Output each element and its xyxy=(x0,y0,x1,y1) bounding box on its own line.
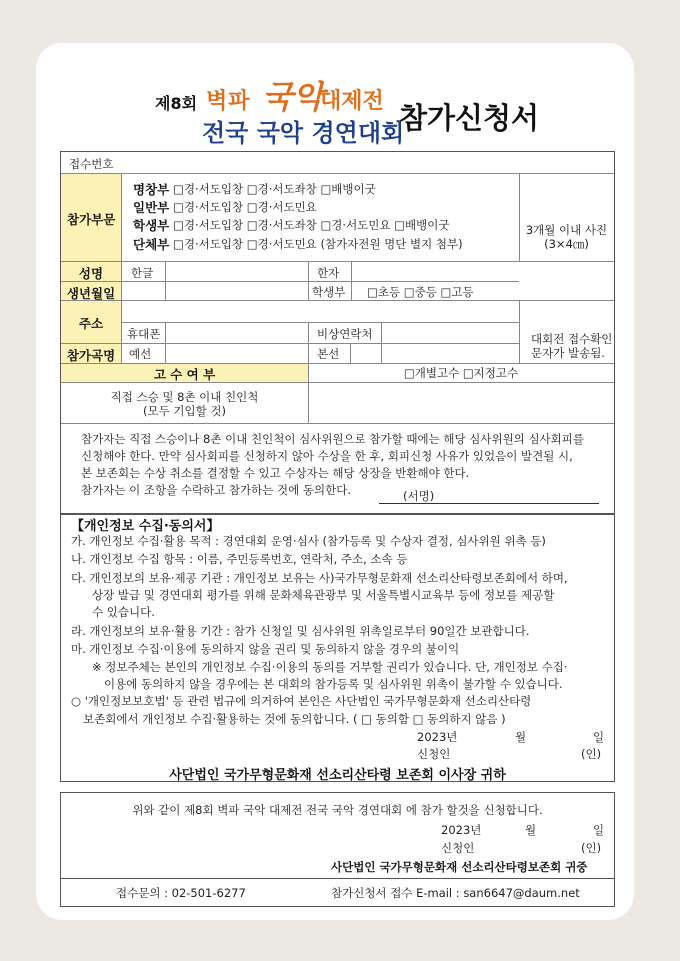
mobile-label: 휴대폰 xyxy=(127,327,161,341)
privacy-line-7: 마. 개인정보 수집·이용에 동의하지 않을 권리 및 동의하지 않을 경우의 불이익 xyxy=(71,642,460,656)
privacy-line-2: 나. 개인정보 수집 항목 : 이름, 주민등록번호, 연락처, 주소, 소속 등 xyxy=(71,552,408,566)
privacy-month: 월 xyxy=(515,730,527,744)
privacy-line-1: 가. 개인정보 수집·활용 목적 : 경연대회 운영·심사 (참가등록 및 수상자 결정, 심사위원 위촉 등) xyxy=(71,534,546,548)
relation-line1: 직접 스승 및 8촌 이내 친인척 xyxy=(110,390,259,404)
privacy-title: 【개인정보 수집·동의서】 xyxy=(71,519,220,534)
hangul-label: 한글 xyxy=(131,266,154,280)
privacy-line-3: 다. 개인정보의 보유·제공 기관 : 개인정보 보유는 사)국가무형문화재 선소리산타령보존회에서 하며, xyxy=(71,571,568,585)
category-general-options[interactable]: □경·서도입창 □경·서도민요 xyxy=(173,200,317,214)
name-label: 성명 xyxy=(78,266,104,281)
privacy-seal: (인) xyxy=(581,747,602,761)
privacy-consent-box xyxy=(60,514,615,782)
prelim-label: 예선 xyxy=(129,347,152,361)
confirmation-statement: 위와 같이 제8회 벽파 국악 대제전 전국 국악 경연대회 에 참가 할것을 신청합니다. xyxy=(132,803,543,817)
song-label: 참가곡명 xyxy=(66,348,116,363)
confirm-month: 월 xyxy=(525,823,537,837)
school-options[interactable]: □초등 □중등 □고등 xyxy=(367,285,474,299)
gugak-logo: 국악 xyxy=(262,78,324,116)
confirm-applicant: 신청인 xyxy=(441,841,475,855)
relation-line2: (모두 기입할 것) xyxy=(143,404,226,418)
pledge-line-2: 신청해야 한다. 만약 심사회피를 신청하지 않아 수상을 한 후, 회피신청 사유가 있었음이 발견될 시, xyxy=(81,449,573,463)
category-master: 명창부 xyxy=(133,182,170,197)
privacy-line-10[interactable]: ○ '개인정보보호법' 등 관련 법규에 의거하여 본인은 사단법인 국가무형문화재 선소리산타령 xyxy=(71,694,532,708)
signature-label: (서명) xyxy=(403,489,435,503)
form-title: 참가신청서 xyxy=(399,101,540,135)
pledge-line-3: 본 보존회는 수상 취소를 결정할 수 있고 수상자는 해당 상장을 반환해야 한다. xyxy=(81,466,470,480)
privacy-addressee: 사단법인 국가무형문화재 선소리산타령 보존회 이사장 귀하 xyxy=(169,768,506,783)
category-master-options[interactable]: □경·서도입창 □경·서도좌창 □배뱅이굿 xyxy=(173,182,376,196)
address-label: 주소 xyxy=(78,316,104,331)
category-student: 학생부 xyxy=(133,218,170,233)
title-part2: 대제전 xyxy=(320,89,384,114)
hanja-label: 한자 xyxy=(317,266,340,280)
contact-phone: 접수문의 : 02-501-6277 xyxy=(116,886,246,900)
privacy-line-6: 라. 개인정보의 보유·활용 기간 : 참가 신청일 및 심사위원 위촉일로부터 90일간 보관합니다. xyxy=(71,624,530,638)
edition-label: 제8회 xyxy=(155,94,198,113)
privacy-line-5: 수 있습니다. xyxy=(92,605,155,619)
contact-email[interactable]: 참가신청서 접수 E-mail : san6647@daum.net xyxy=(331,886,580,900)
privacy-line-11[interactable]: 보존회에서 개인정보 수집·활용하는 것에 동의합니다. ( □ 동의함 □ 동의하지 않음 ) xyxy=(83,712,506,726)
application-confirmation-box xyxy=(60,792,615,879)
receipt-number-label: 접수번호 xyxy=(69,157,114,171)
drummer-label: 고 수 여 부 xyxy=(153,367,216,382)
category-student-options[interactable]: □경·서도입창 □경·서도좌창 □경·서도민요 □배뱅이굿 xyxy=(173,218,450,232)
notice-line2: 문자가 발송됨. xyxy=(531,346,605,360)
privacy-line-8: ※ 정보주체는 본인의 개인정보 수집·이용의 동의를 거부할 권리가 있습니다. 단, 개인정보 수집· xyxy=(92,660,568,674)
confirm-addressee: 사단법인 국가무형문화재 선소리산타령보존회 귀중 xyxy=(331,860,588,874)
privacy-line-4: 상장 발급 및 경연대회 평가를 위해 문화체육관광부 및 서울특별시교육부 등에 정보를 제공할 xyxy=(92,588,555,602)
confirm-day: 일 xyxy=(593,823,605,837)
privacy-day: 일 xyxy=(593,730,605,744)
application-table xyxy=(60,151,615,514)
title-part1: 벽파 xyxy=(206,89,251,114)
emergency-contact-label: 비상연락처 xyxy=(317,327,373,341)
birth-label: 생년월일 xyxy=(66,286,116,301)
notice-line1: 대회전 접수확인 xyxy=(531,332,613,346)
photo-dimension: (3×4㎝) xyxy=(544,237,589,251)
contact-footer xyxy=(60,878,615,907)
category-group: 단체부 xyxy=(133,237,170,252)
confirm-year: 2023년 xyxy=(441,823,482,837)
privacy-applicant: 신청인 xyxy=(417,747,451,761)
privacy-line-9: 이용에 동의하지 않을 경우에는 본 대회의 참가등록 및 심사위원 위촉이 불가할 수 있습니다. xyxy=(104,677,563,691)
pledge-line-1: 참가자는 직접 스승이나 8촌 이내 친인척이 심사위원으로 참가할 때에는 해당 심사위원의 심사회피를 xyxy=(81,432,584,446)
student-label: 학생부 xyxy=(312,285,346,299)
category-general: 일반부 xyxy=(133,200,170,215)
final-label: 본선 xyxy=(317,347,340,361)
privacy-year: 2023년 xyxy=(417,730,458,744)
pledge-line-4: 참가자는 이 조항을 수락하고 참가하는 것에 동의한다. xyxy=(81,483,351,497)
competition-title: 전국 국악 경연대회 xyxy=(202,119,405,147)
photo-size-label: 3개월 이내 사진 xyxy=(525,223,608,237)
confirm-seal: (인) xyxy=(581,841,602,855)
drummer-options[interactable]: □개별고수 □지정고수 xyxy=(403,366,519,380)
category-label: 참가부문 xyxy=(67,212,116,227)
category-group-options[interactable]: □경·서도입창 □경·서도민요 (참가자전원 명단 별지 첨부) xyxy=(173,237,463,251)
